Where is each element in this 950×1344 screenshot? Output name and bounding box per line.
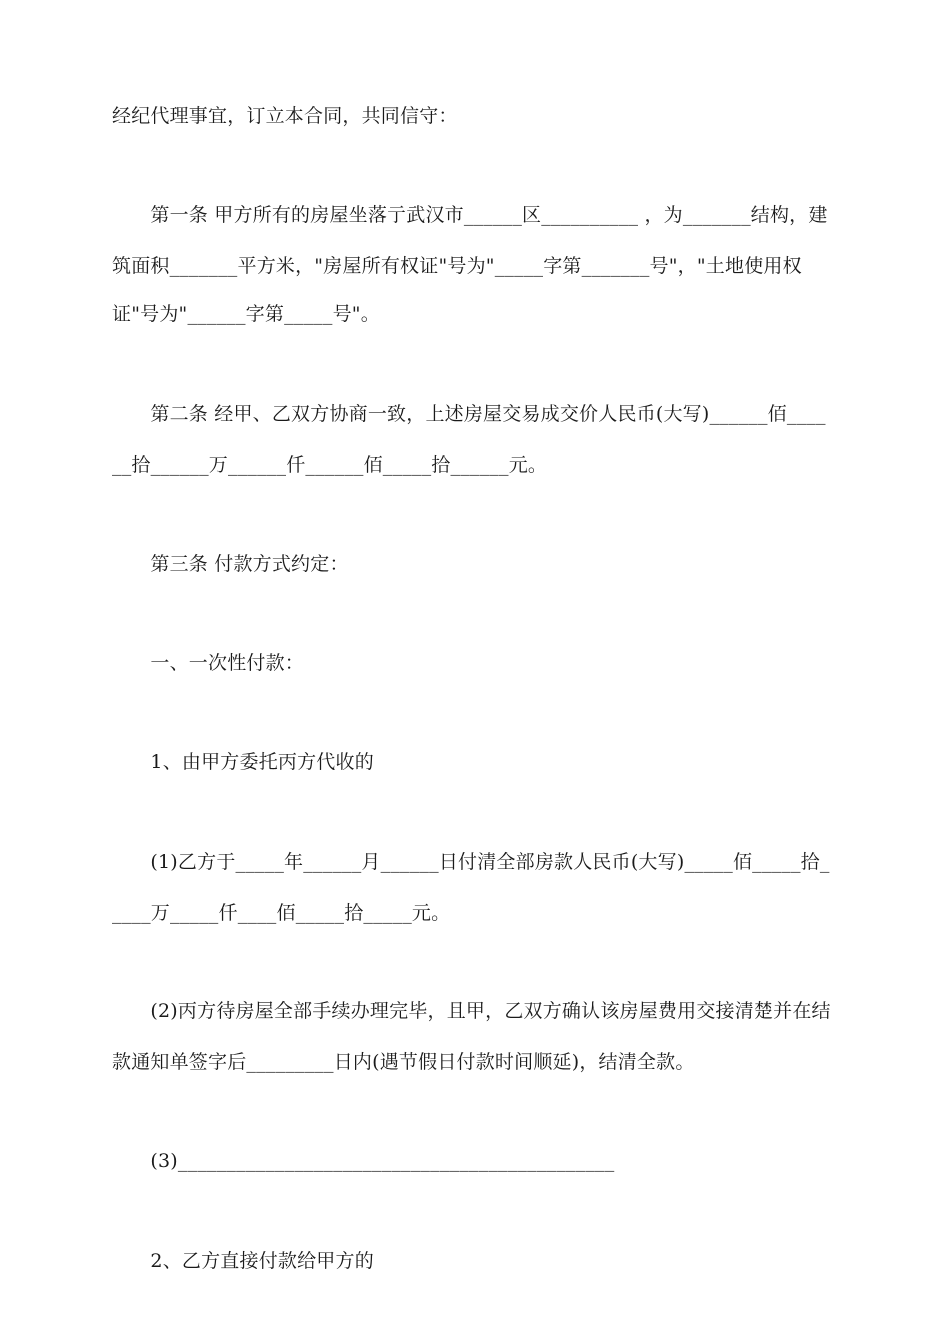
text-line: (2)丙方待房屋全部手续办理完毕，且甲，乙双方确认该房屋费用交接清楚并在结 [112,1000,831,1022]
text-line: 第二条 经甲、乙双方协商一致，上述房屋交易成交价人民币(大写)______佰____ [112,403,826,425]
text-line: 证"号为"______字第_____号"。 [112,303,380,325]
text-line: __拾______万______仟______佰_____拾______元。 [112,454,548,476]
text-line: 一、一次性付款： [112,652,305,674]
text-line: 经纪代理事宜，订立本合同，共同信守： [112,105,458,127]
text-line: ____万_____仟____佰_____拾_____元。 [112,902,451,924]
text-line: 款通知单签字后_________日内(遇节假日付款时间顺延)，结清全款。 [112,1051,695,1073]
text-line: 第三条 付款方式约定： [112,553,349,575]
text-line: 1、由甲方委托丙方代收的 [112,751,374,773]
text-line: 2、乙方直接付款给甲方的 [112,1250,374,1272]
text-line: 筑面积_______平方米，"房屋所有权证"号为"_____字第_______号"，"土地使用权 [112,255,802,277]
text-line: 第一条 甲方所有的房屋坐落亍武汉市______区__________ ，为_______结构，建 [112,204,828,226]
text-line: (3)_____________________________________________ [112,1150,615,1172]
text-line: (1)乙方于_____年______月______日付清全部房款人民币(大写)_____佰_____拾_ [112,851,830,873]
